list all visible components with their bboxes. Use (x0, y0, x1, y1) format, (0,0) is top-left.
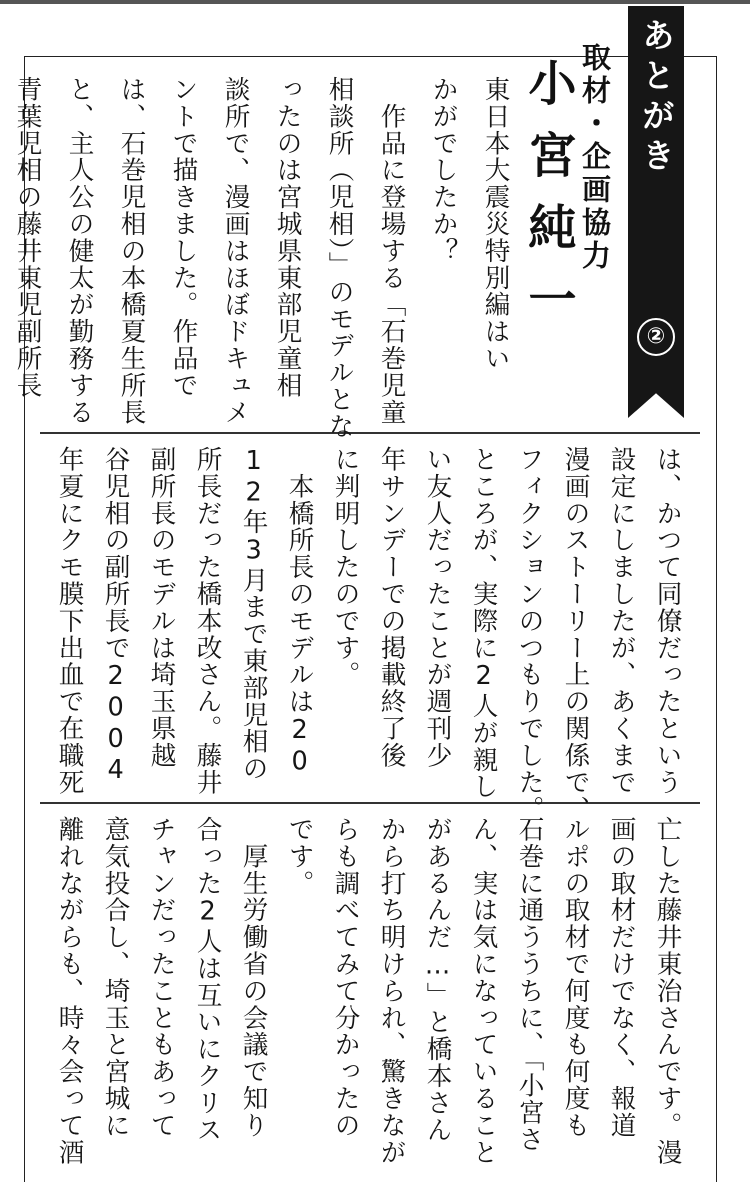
text-column: 12年3月まで東部児相の (238, 446, 269, 782)
part-number-badge: ② (637, 318, 675, 356)
text-column: 副所長のモデルは埼玉県越 (146, 446, 177, 769)
section-divider-bottom (40, 802, 700, 804)
text-column: ントで描きました。作品で (168, 76, 199, 399)
text-column: 意気投合し、埼玉と宮城に (100, 816, 131, 1139)
text-column: 漫画のストーリー上の関係で、 (560, 446, 591, 823)
text-column: かがでしたか？ (428, 76, 459, 265)
afterword-title: あとがき (637, 18, 676, 178)
text-column: 所長だった橋本改さん。藤井 (192, 446, 223, 796)
text-column: ルポの取材で何度も何度も (560, 816, 591, 1139)
text-column: 亡した藤井東治さんです。漫 (652, 816, 683, 1166)
text-column: 石巻に通ううちに、「小宮さ (514, 816, 545, 1153)
section-divider-top (40, 432, 700, 434)
text-column: 談所で、漫画はほぼドキュメ (220, 76, 251, 426)
text-column: らも調べてみて分かったの (330, 816, 361, 1139)
text-column: チャンだったこともあって (146, 816, 177, 1139)
text-column: は、石巻児相の本橋夏生所長 (116, 76, 147, 426)
text-column: 年サンデーでの掲載終了後 (376, 446, 407, 769)
text-column: 相談所（児相）」のモデルとな (324, 76, 355, 440)
text-column: 設定にしましたが、あくまで (606, 446, 637, 796)
text-column: ったのは宮城県東部児童相 (272, 76, 303, 399)
text-column: 東日本大震災特別編はい (480, 76, 511, 372)
text-column: から打ち明けられ、驚きなが (376, 816, 407, 1166)
text-column: に判明したのです。 (330, 446, 361, 689)
text-column: 厚生労働省の会議で知り (238, 816, 269, 1139)
text-column: 年夏にクモ膜下出血で在職死 (54, 446, 85, 796)
text-column: があるんだ…」と橋本さん (422, 816, 453, 1144)
top-edge-strip (0, 0, 750, 4)
text-column: 合った2人は互いにクリス (192, 816, 223, 1144)
text-column: フィクションのつもりでした。 (514, 446, 545, 823)
text-column: い友人だったことが週刊少 (422, 446, 453, 769)
author-name: 小宮純一 (520, 58, 576, 346)
text-column: ところが、実際に2人が親し (468, 446, 499, 801)
text-column: ん、実は気になっていること (468, 816, 499, 1166)
text-column: です。 (284, 816, 315, 897)
text-column: 離れながらも、時々会って酒 (54, 816, 85, 1166)
text-column: 作品に登場する「石巻児童 (376, 76, 407, 426)
text-column: 本橋所長のモデルは20 (284, 446, 315, 778)
text-column: 画の取材だけでなく、報道 (606, 816, 637, 1139)
text-column: と、主人公の健太が勤務する (64, 76, 95, 426)
text-column: 青葉児相の藤井東児副所長 (12, 76, 43, 399)
text-column: 谷児相の副所長で2004 (100, 446, 131, 787)
author-role: 取材・企画協力 (578, 42, 612, 273)
text-column: は、かつて同僚だったという (652, 446, 683, 796)
